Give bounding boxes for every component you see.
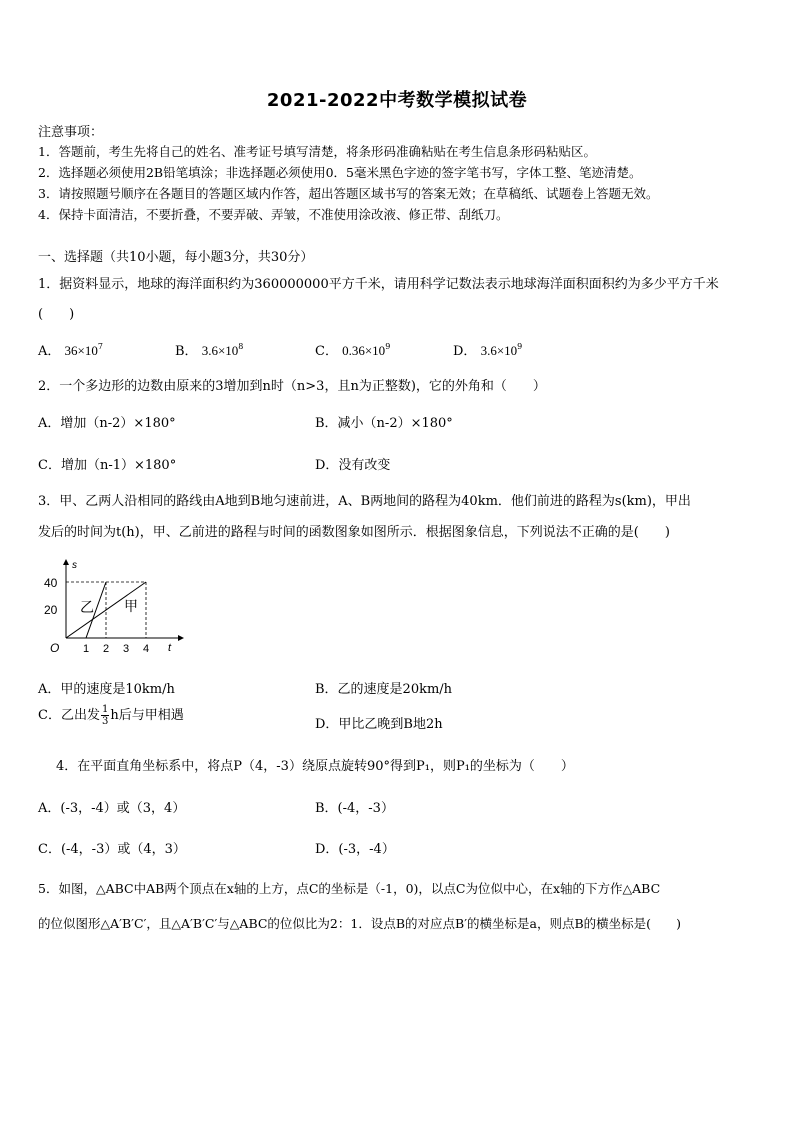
option-d: D．甲比乙晚到B地2h bbox=[315, 717, 443, 732]
exponent: 9 bbox=[385, 342, 391, 351]
fraction-denominator: 3 bbox=[101, 716, 109, 727]
question-stem-line: 3．甲、乙两人沿相同的路线由A地到B地匀速前进，A、B两地间的路程为40km．他们前进的路程为s(km)，甲出 bbox=[38, 494, 691, 509]
option-value: 0.36×10 bbox=[342, 343, 386, 358]
option-value: 3.6×10 bbox=[201, 343, 239, 358]
label-yi: 乙 bbox=[80, 600, 94, 616]
option-text: C．乙出发 bbox=[38, 708, 100, 723]
option-value: 3.6×10 bbox=[480, 343, 518, 358]
y-tick-label: 40 bbox=[44, 576, 58, 590]
option-label: A． bbox=[38, 344, 61, 359]
option-a: A．甲的速度是10km/h bbox=[38, 682, 175, 697]
option-a bbox=[38, 340, 103, 359]
x-axis-label: t bbox=[168, 642, 172, 654]
notice-item: 2．选择题必须使用2B铅笔填涂；非选择题必须使用0．5毫米黑色字迹的签字笔书写，字体工整、笔迹清楚。 bbox=[38, 165, 642, 180]
option-a: A．(-3，-4）或（3，4） bbox=[38, 801, 186, 816]
option-b: B．减小（n-2）×180° bbox=[315, 416, 453, 431]
answer-bracket: ( ) bbox=[38, 307, 75, 322]
option-a: A．增加（n-2）×180° bbox=[38, 416, 176, 431]
x-axis-arrow bbox=[178, 635, 184, 641]
option-c: C．(-4，-3）或（4，3） bbox=[38, 842, 186, 857]
exponent: 7 bbox=[97, 342, 103, 351]
question-stem-line: 的位似图形△A′B′C′，且△A′B′C′与△ABC的位似比为2：1．设点B的对应点B′的横坐标是a，则点B的横坐标是( ) bbox=[38, 916, 681, 931]
origin-label: O bbox=[50, 641, 60, 655]
y-tick-label: 20 bbox=[44, 603, 58, 617]
option-text: h后与甲相遇 bbox=[110, 708, 184, 723]
question-stem-line: 发后的时间为t(h)，甲、乙前进的路程与时间的函数图象如图所示．根据图象信息，下列说法不正确的是( ) bbox=[38, 525, 670, 540]
section-heading: 一、选择题（共10小题，每小题3分，共30分） bbox=[38, 250, 314, 265]
option-c bbox=[315, 340, 390, 359]
option-c: C．增加（n-1）×180° bbox=[38, 458, 177, 473]
question-stem-line: 5．如图，△ABC中AB两个顶点在x轴的上方，点C的坐标是（-1，0)，以点C为位似中心，在x轴的下方作△ABC bbox=[38, 881, 661, 896]
y-axis-arrow bbox=[63, 559, 69, 565]
option-c bbox=[38, 704, 184, 727]
exponent: 9 bbox=[517, 342, 523, 351]
fraction-numerator: 1 bbox=[101, 704, 109, 715]
label-jia: 甲 bbox=[124, 599, 138, 615]
option-d: D．没有改变 bbox=[315, 458, 391, 473]
option-d bbox=[453, 340, 522, 359]
option-label: B． bbox=[175, 344, 198, 359]
question-stem: 2．一个多边形的边数由原来的3增加到n时（n>3，且n为正整数)，它的外角和（ ） bbox=[38, 379, 546, 394]
page-title: 2021-2022中考数学模拟试卷 bbox=[266, 90, 528, 111]
option-label: D． bbox=[453, 344, 477, 359]
y-axis-label: s bbox=[72, 560, 77, 571]
option-b: B．(-4，-3） bbox=[315, 801, 394, 816]
option-b bbox=[175, 340, 243, 359]
option-d: D．(-3，-4） bbox=[315, 842, 395, 857]
exponent: 8 bbox=[238, 342, 244, 351]
distance-time-graph bbox=[38, 556, 188, 656]
option-value: 36×10 bbox=[64, 343, 98, 358]
x-tick-label: 4 bbox=[143, 643, 150, 655]
notice-heading: 注意事项： bbox=[38, 125, 104, 140]
fraction-one-third bbox=[101, 704, 109, 727]
notice-item: 4．保持卡面清洁，不要折叠，不要弄破、弄皱，不准使用涂改液、修正带、刮纸刀。 bbox=[38, 207, 509, 222]
notice-item: 3．请按照题号顺序在各题目的答题区域内作答，超出答题区域书写的答案无效；在草稿纸、试题卷上答题无效。 bbox=[38, 186, 659, 201]
x-tick-label: 1 bbox=[83, 643, 90, 655]
question-stem: 4．在平面直角坐标系中，将点P（4，-3）绕原点旋转90°得到P₁，则P₁的坐标为（ ） bbox=[56, 759, 574, 774]
notice-item: 1．答题前，考生先将自己的姓名、准考证号填写清楚，将条形码准确粘贴在考生信息条形码粘贴区。 bbox=[38, 144, 596, 159]
question-stem: 1．据资料显示，地球的海洋面积约为360000000平方千米，请用科学记数法表示地球海洋面积面积约为多少平方千米 bbox=[38, 277, 719, 292]
x-tick-label: 3 bbox=[123, 643, 130, 655]
option-label: C． bbox=[315, 344, 338, 359]
option-b: B．乙的速度是20km/h bbox=[315, 682, 453, 697]
x-tick-label: 2 bbox=[103, 643, 110, 655]
